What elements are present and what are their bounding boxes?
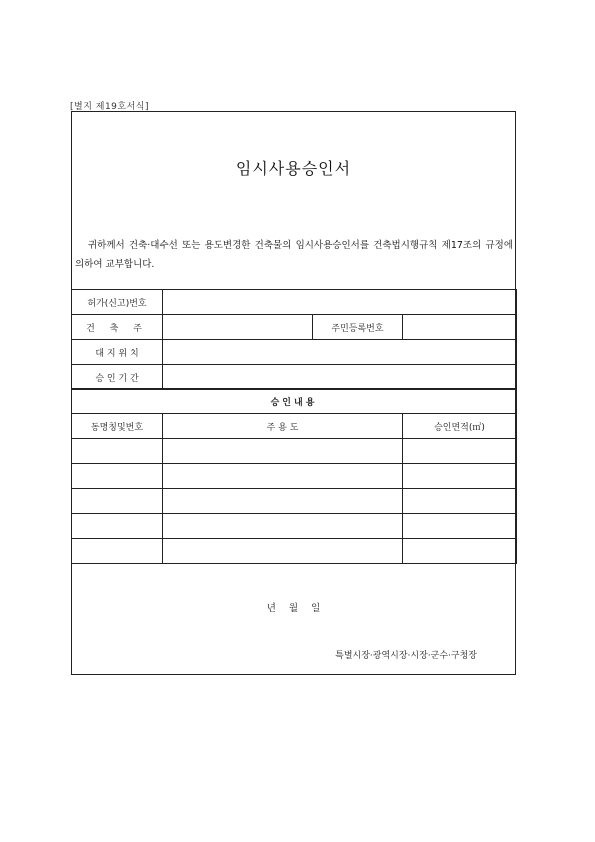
owner-label: 건 축 주 bbox=[72, 315, 163, 340]
form-box bbox=[71, 111, 516, 675]
permit-number-label: 허가(신고)번호 bbox=[72, 290, 163, 315]
site-location-field[interactable] bbox=[163, 340, 517, 365]
main-use-cell[interactable] bbox=[163, 514, 403, 539]
approved-area-cell[interactable] bbox=[403, 539, 517, 564]
info-table bbox=[71, 289, 517, 390]
owner-field[interactable] bbox=[163, 315, 313, 340]
table-row bbox=[72, 315, 517, 340]
approval-period-label: 승 인 기 간 bbox=[72, 365, 163, 390]
building-name-cell[interactable] bbox=[72, 489, 163, 514]
table-row bbox=[72, 365, 517, 390]
permit-number-field[interactable] bbox=[163, 290, 517, 315]
building-name-cell[interactable] bbox=[72, 514, 163, 539]
approval-section-header: 승인내용 bbox=[72, 389, 517, 414]
building-name-cell[interactable] bbox=[72, 439, 163, 464]
main-use-cell[interactable] bbox=[163, 489, 403, 514]
column-header: 승인면적(㎡) bbox=[403, 414, 517, 439]
building-name-cell[interactable] bbox=[72, 539, 163, 564]
section-header-row bbox=[72, 389, 517, 414]
column-header: 주 용 도 bbox=[163, 414, 403, 439]
table-row bbox=[72, 489, 517, 514]
main-use-cell[interactable] bbox=[163, 439, 403, 464]
resident-id-field[interactable] bbox=[403, 315, 517, 340]
document-title: 임시사용승인서 bbox=[235, 159, 352, 178]
approved-area-cell[interactable] bbox=[403, 514, 517, 539]
main-use-cell[interactable] bbox=[163, 539, 403, 564]
table-row bbox=[72, 514, 517, 539]
table-row bbox=[72, 539, 517, 564]
issuer-signature: 특별시장·광역시장·시장·군수·구청장 bbox=[335, 651, 477, 661]
table-row bbox=[72, 439, 517, 464]
resident-id-label: 주민등록번호 bbox=[313, 315, 403, 340]
table-row bbox=[72, 290, 517, 315]
approval-period-field[interactable] bbox=[163, 365, 517, 390]
column-header: 동명칭및번호 bbox=[72, 414, 163, 439]
date-line: 년 월 일 bbox=[266, 603, 321, 614]
site-location-label: 대 지 위 치 bbox=[72, 340, 163, 365]
table-row bbox=[72, 340, 517, 365]
building-name-cell[interactable] bbox=[72, 464, 163, 489]
approved-area-cell[interactable] bbox=[403, 464, 517, 489]
table-row bbox=[72, 464, 517, 489]
main-use-cell[interactable] bbox=[163, 464, 403, 489]
approved-area-cell[interactable] bbox=[403, 439, 517, 464]
approval-header-row bbox=[72, 414, 517, 439]
approval-table bbox=[71, 388, 517, 564]
form-label: [별지 제19호서식] bbox=[70, 102, 149, 112]
approved-area-cell[interactable] bbox=[403, 489, 517, 514]
notice-text: 귀하께서 건축·대수선 또는 용도변경한 건축물의 임시사용승인서를 건축법시행규칙 제17조의 규정에 의하여 교부합니다. bbox=[75, 240, 513, 270]
